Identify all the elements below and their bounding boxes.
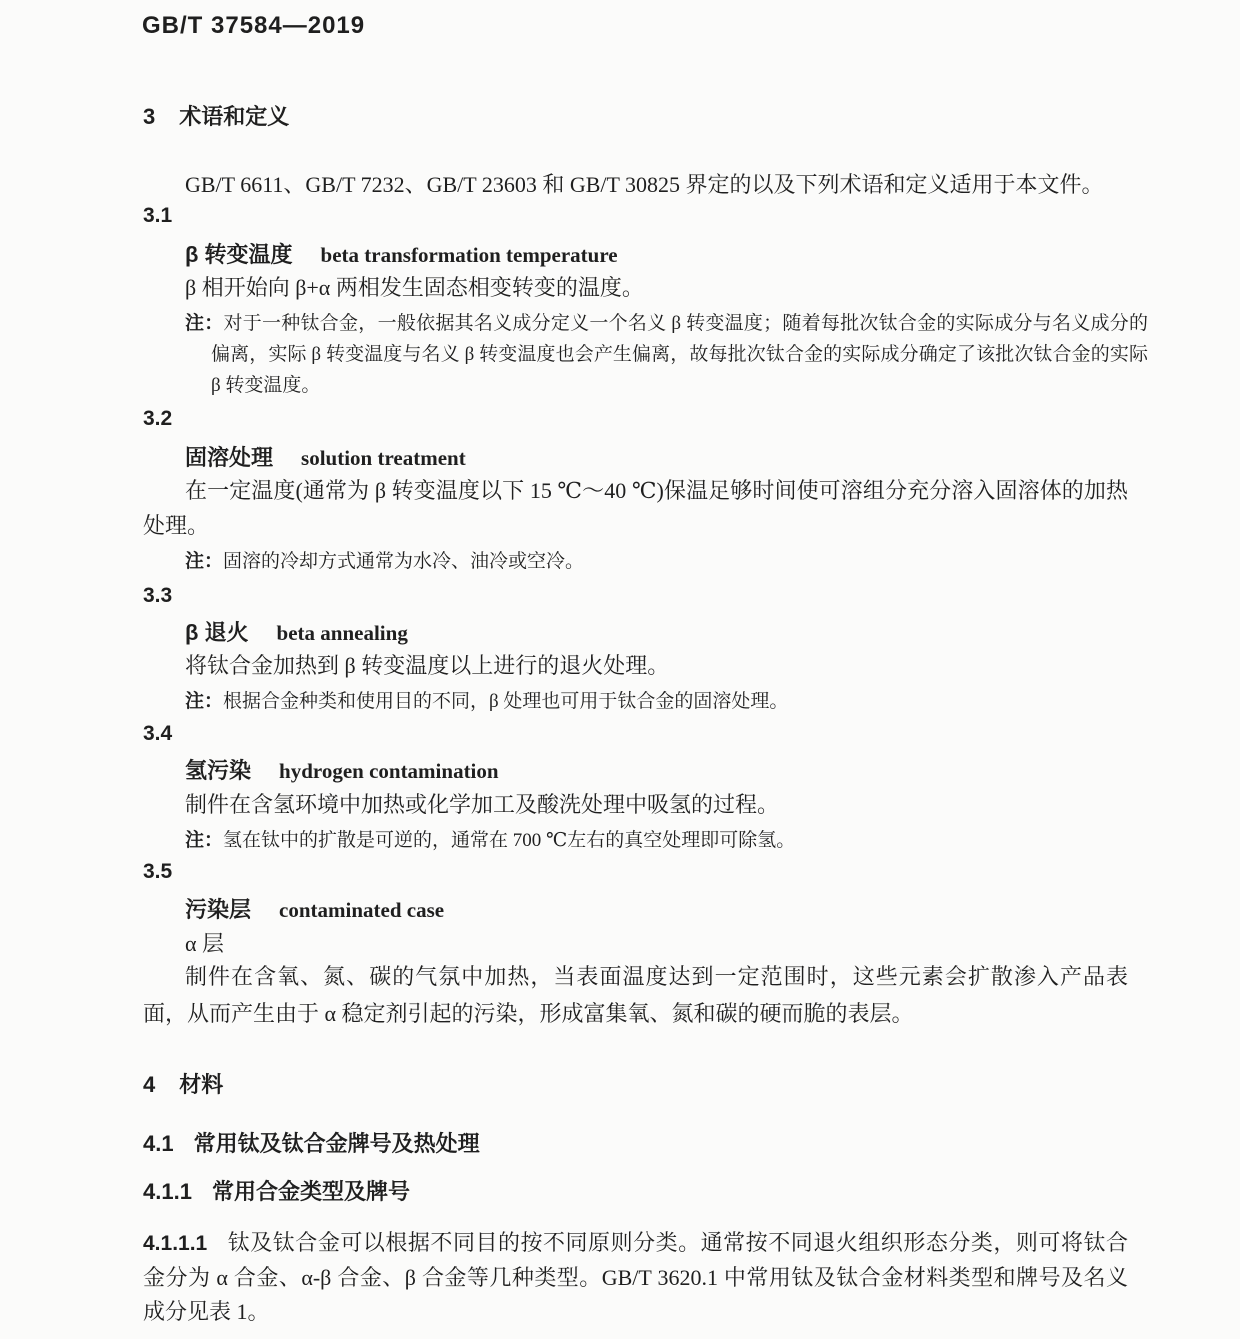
clause-4-1-heading xyxy=(143,1127,480,1158)
term-3-4-title xyxy=(185,754,499,785)
term-3-2-number: 3.2 xyxy=(143,407,173,430)
terms-intro: GB/T 6611、GB/T 7232、GB/T 23603 和 GB/T 30825 界定的以及下列术语和定义适用于本文件。 xyxy=(185,172,1104,197)
clause-4-1-1-1-paragraph xyxy=(143,1226,1128,1329)
clause-4-1-1-1-text: 钛及钛合金可以根据不同目的按不同原则分类。通常按不同退火组织形态分类，则可将钛合金分为 α 合金、α-β 合金、β 合金等几种类型。GB/T 3620.1 中常用钛及钛合金材料类型和牌号及名义成分见表 1。 xyxy=(143,1230,1128,1324)
term-3-5-title xyxy=(185,893,444,924)
note-text: 氢在钛中的扩散是可逆的，通常在 700 ℃左右的真空处理即可除氢。 xyxy=(223,830,796,851)
term-3-2-title xyxy=(185,441,466,472)
section-4-number: 4 xyxy=(143,1072,156,1097)
term-3-4-en: hydrogen contamination xyxy=(279,759,499,783)
section-3-title: 术语和定义 xyxy=(179,104,290,129)
term-3-3-title xyxy=(185,616,408,647)
term-3-1-definition: β 相开始向 β+α 两相发生固态相变转变的温度。 xyxy=(185,275,644,300)
term-3-2-definition: 在一定温度(通常为 β 转变温度以下 15 ℃～40 ℃)保温足够时间使可溶组分充分溶入固溶体的加热处理。 xyxy=(143,478,1128,538)
term-3-4-definition: 制件在含氢环境中加热或化学加工及酸洗处理中吸氢的过程。 xyxy=(185,792,780,817)
section-3-heading xyxy=(143,100,289,131)
clause-4-1-number: 4.1 xyxy=(143,1131,174,1156)
term-3-4-note xyxy=(185,825,1148,856)
term-3-1-note xyxy=(185,308,1148,401)
term-3-3-definition: 将钛合金加热到 β 转变温度以上进行的退火处理。 xyxy=(185,653,670,678)
note-text: 固溶的冷却方式通常为水冷、油冷或空冷。 xyxy=(223,551,585,572)
term-3-5-number: 3.5 xyxy=(143,860,173,883)
note-label: 注： xyxy=(185,313,224,334)
term-3-1-zh: β 转变温度 xyxy=(185,242,293,267)
term-3-2-en: solution treatment xyxy=(301,446,466,470)
term-3-1-number: 3.1 xyxy=(143,204,173,227)
term-3-4-zh: 氢污染 xyxy=(185,758,252,783)
term-3-3-en: beta annealing xyxy=(276,621,408,645)
term-3-5-definition: 制件在含氧、氮、碳的气氛中加热，当表面温度达到一定范围时，这些元素会扩散渗入产品表面，从而产生由于 α 稳定剂引起的污染，形成富集氧、氮和碳的硬而脆的表层。 xyxy=(143,964,1128,1026)
note-label: 注： xyxy=(185,691,224,712)
clause-4-1-1-number: 4.1.1 xyxy=(143,1179,192,1204)
note-label: 注： xyxy=(185,551,224,572)
term-3-1-title xyxy=(185,238,618,269)
term-3-4-number: 3.4 xyxy=(143,722,173,745)
note-text: 对于一种钛合金，一般依据其名义成分定义一个名义 β 转变温度；随着每批次钛合金的实际成分与名义成分的偏离，实际 β 转变温度与名义 β 转变温度也会产生偏离，故每批次钛合金的实际成分确定了该批次钛合金的实际 β 转变温度。 xyxy=(211,313,1148,396)
clause-4-1-1-heading xyxy=(143,1175,410,1206)
term-3-1-en: beta transformation temperature xyxy=(320,243,618,267)
note-label: 注： xyxy=(185,830,224,851)
term-3-2-note xyxy=(185,546,1148,577)
clause-4-1-title: 常用钛及钛合金牌号及热处理 xyxy=(193,1131,480,1156)
term-3-5-en: contaminated case xyxy=(279,898,445,922)
term-3-3-zh: β 退火 xyxy=(185,620,249,645)
section-3-number: 3 xyxy=(143,104,156,129)
clause-4-1-1-1-number: 4.1.1.1 xyxy=(143,1232,208,1255)
term-3-2-zh: 固溶处理 xyxy=(185,445,274,470)
section-4-heading xyxy=(143,1068,223,1099)
section-4-title: 材料 xyxy=(179,1072,224,1097)
term-3-3-number: 3.3 xyxy=(143,584,173,607)
note-text: 根据合金种类和使用目的不同，β 处理也可用于钛合金的固溶处理。 xyxy=(223,691,789,712)
term-3-5-synonym: α 层 xyxy=(185,931,225,956)
doc-number: GB/T 37584—2019 xyxy=(142,12,366,39)
term-3-5-zh: 污染层 xyxy=(185,897,252,922)
clause-4-1-1-title: 常用合金类型及牌号 xyxy=(211,1179,410,1204)
term-3-3-note xyxy=(185,686,1148,717)
